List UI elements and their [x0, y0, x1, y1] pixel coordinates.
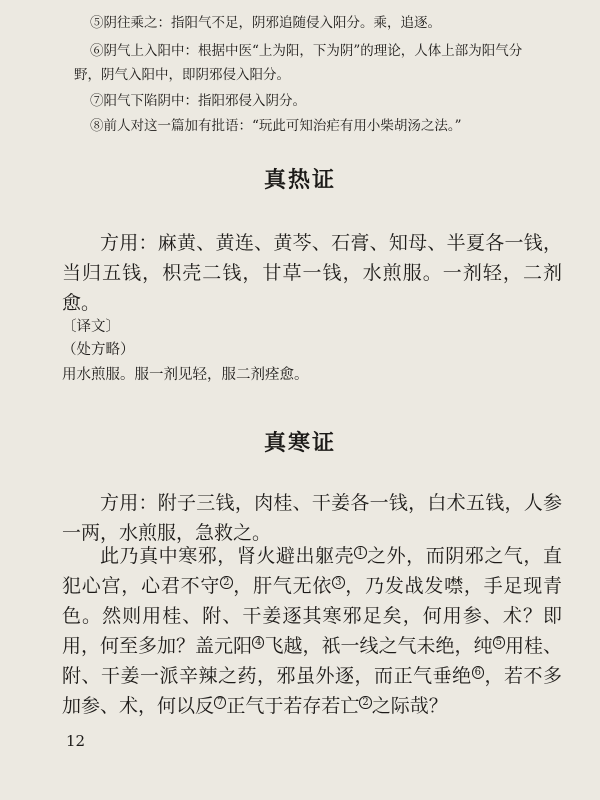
footnote-6-continued: 野，阴气入阳中，即阴邪侵入阳分。	[74, 67, 290, 83]
footnote-8: ⑧前人对这一篇加有批语：“玩此可知治疟有用小柴胡汤之法。”	[90, 118, 462, 134]
footnote-ref: 2	[220, 576, 232, 589]
footnote-6: ⑥阴气上入阳中：根据中医“上为阳，下为阴”的理论，人体上部为阳气分	[90, 43, 523, 59]
prescription-true-heat: 方用：麻黄、黄连、黄芩、石膏、知母、半夏各一钱，当归五钱，枳壳二钱，甘草一钱，水煎服。一剂轻，二剂愈。	[62, 232, 562, 314]
footnote-ref: 7	[214, 696, 226, 709]
footnote-ref: 5	[493, 636, 505, 649]
section-title-true-cold: 真寒证	[263, 430, 336, 456]
explanation-true-cold: 此乃真中寒邪，肾火避出躯壳 $^1$ 之外，而阴邪之气，直犯心宫，心君不守 $^2$ ，肝气无依 $^3$ ，乃发战发噤，手足现青色。然则用桂、附、干姜逐其寒邪足矣，何用参、术？即用，何至多加？盖元阳 $^4$ 飞越，祇一线之气未绝，纯 $^5$ 用桂、附、干姜一派辛辣之药，邪虽外逐，而正气垂绝 $^6$ ，若不多加参、术，何以反 $^7$ 正气于若存若亡 $^2$ 之际哉？	[62, 545, 562, 717]
footnote-5: ⑤阴往乘之：指阳气不足，阴邪追随侵入阳分。乘，追逐。	[90, 15, 441, 31]
page-number: 12	[66, 732, 86, 750]
translation-label: 〔译文〕	[62, 319, 120, 335]
footnote-ref: 4	[252, 636, 264, 649]
section-title-true-heat: 真热证	[263, 167, 336, 193]
prescription-true-cold: 方用：附子三钱，肉桂、干姜各一钱，白术五钱，人参一两，水煎服，急救之。	[62, 492, 562, 544]
footnote-ref: 6	[472, 666, 484, 679]
footnote-ref: 2	[359, 696, 371, 709]
footnote-ref: 1	[354, 546, 366, 559]
footnote-ref: 3	[332, 576, 344, 589]
footnote-7: ⑦阳气下陷阴中：指阳邪侵入阴分。	[90, 93, 306, 109]
translation-text: 用水煎服。服一剂见轻，服二剂痊愈。	[62, 367, 309, 383]
prescription-omitted-note: （处方略）	[62, 342, 135, 358]
